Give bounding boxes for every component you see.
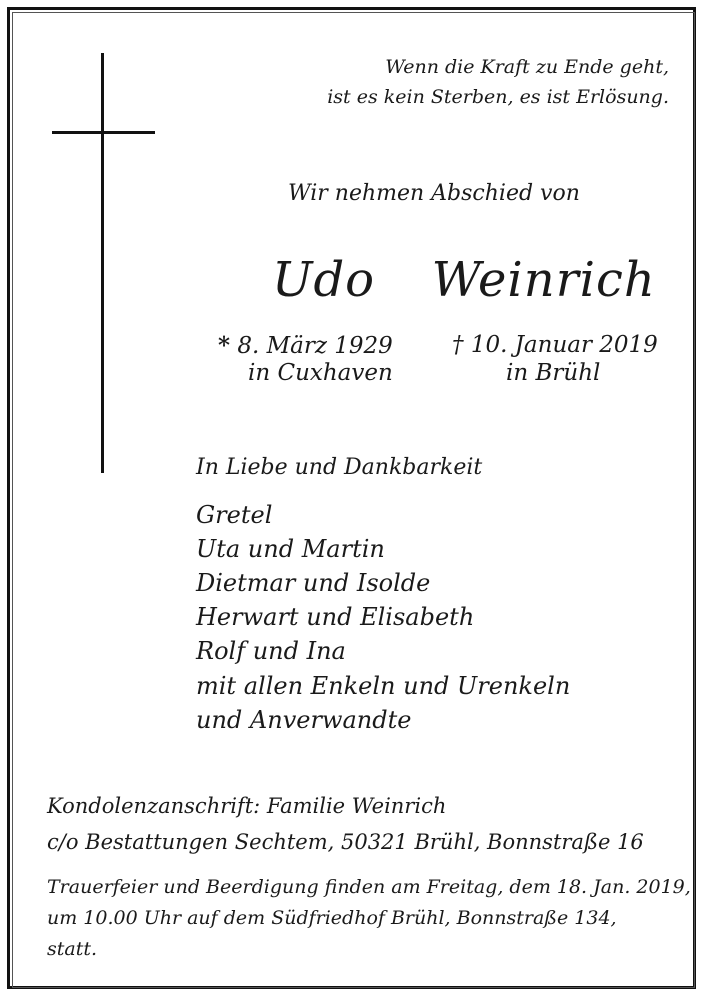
- deceased-name: Udo Weinrich: [272, 252, 656, 308]
- condolence-address-line-1: Kondolenzanschrift: Familie Weinrich: [47, 794, 447, 818]
- funeral-info-line-1: Trauerfeier und Beerdigung finden am Freitag, dem 18. Jan. 2019,: [47, 876, 691, 898]
- mourner-name: Dietmar und Isolde: [196, 569, 431, 597]
- birth-date: 8. März 1929: [237, 333, 393, 359]
- birth-star-icon: *: [218, 332, 231, 359]
- mourner-name: mit allen Enkeln und Urenkeln: [196, 672, 571, 700]
- birth-date-line: [218, 332, 393, 359]
- mourner-name: und Anverwandte: [196, 706, 412, 734]
- cross-horizontal-bar: [52, 131, 155, 134]
- cross-vertical-bar: [101, 53, 104, 473]
- mourner-name: Uta und Martin: [196, 535, 385, 563]
- death-place: in Brühl: [506, 360, 601, 386]
- funeral-info-line-2: um 10.00 Uhr auf dem Südfriedhof Brühl, Bonnstraße 134,: [47, 907, 617, 929]
- mourner-name: Rolf und Ina: [196, 637, 346, 665]
- death-date: 10. Januar 2019: [470, 332, 658, 358]
- intro-text: Wir nehmen Abschied von: [288, 181, 580, 206]
- condolence-address-line-2: c/o Bestattungen Sechtem, 50321 Brühl, Bonnstraße 16: [47, 830, 644, 854]
- death-cross-icon: †: [452, 332, 464, 358]
- dedication-text: In Liebe und Dankbarkeit: [196, 455, 483, 480]
- death-date-line: [452, 332, 658, 358]
- mourner-name: Herwart und Elisabeth: [196, 603, 475, 631]
- funeral-info-line-3: statt.: [47, 938, 98, 960]
- quote-line-1: Wenn die Kraft zu Ende geht,: [385, 56, 669, 78]
- mourner-name: Gretel: [196, 501, 273, 529]
- birth-place: in Cuxhaven: [248, 360, 393, 386]
- quote-line-2: ist es kein Sterben, es ist Erlösung.: [327, 86, 669, 108]
